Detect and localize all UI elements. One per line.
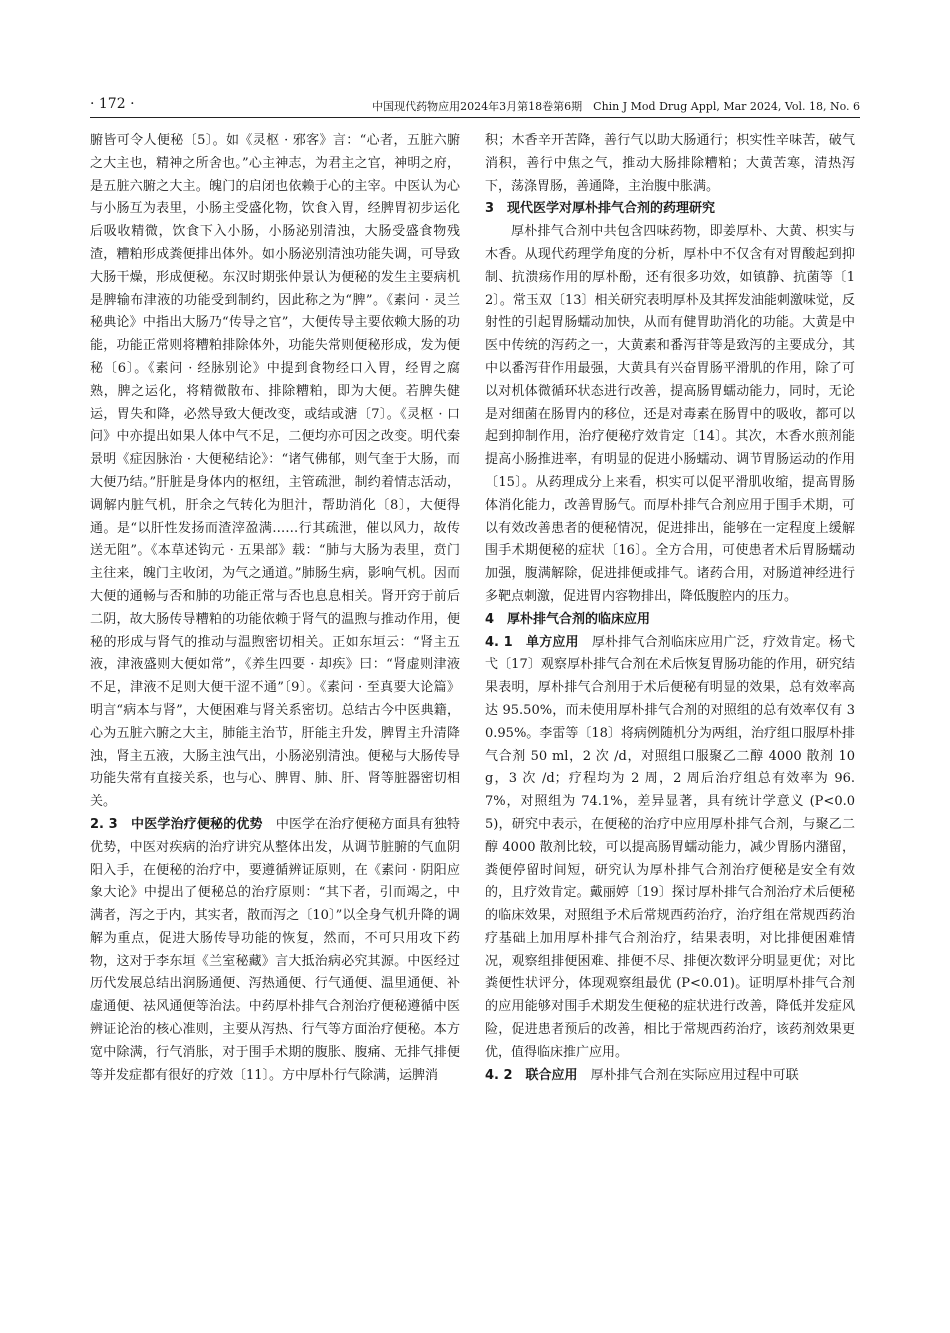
section-4-1 xyxy=(485,632,855,1065)
right-column xyxy=(485,130,855,1087)
section-4-1-text: 厚朴排气合剂临床应用广泛，疗效肯定。杨弋弋〔17〕观察厚朴排气合剂在术后恢复胃肠功能的作用，研究结果表明，厚朴排气合剂用于术后便秘有明显的效果，总有效率高达 95.50%，而未使用厚朴排气合剂的对照组的总有效率仅有 30.95%。李雷等〔18〕将病例随机分为两组，治疗组口服厚朴排气合剂 50 ml，2 次 /d，对照组口服聚乙二醇 4000 散剂 10 g，3 次 /d；疗程均为 2 周，2 周后治疗组总有效率为 96.7%，对照组为 74.1%，差异显著，具有统计学意义 (P<0.05)，研究中表示，在便秘的治疗中应用厚朴排气合剂，与聚乙二醇 4000 散剂比较，可以提高肠胃蠕动能力，减少胃肠内潴留，粪便停留时间短，研究认为厚朴排气合剂治疗便秘是安全有效的，且疗效肯定。戴丽婷〔19〕探讨厚朴排气合剂治疗术后便秘的临床效果，对照组予术后常规西药治疗，治疗组在常规西药治疗基础上加用厚朴排气合剂治疗，结果表明，对比排便困难情况，观察组排便困难、排便不尽、排便次数评分明显更优；对比粪便性状评分，体现观察组最优 (P<0.01)。证明厚朴排气合剂的应用能够对围手术期发生便秘的症状进行改善，降低并发症风险，促进患者预后的改善，相比于常规西药治疗，该药剂效果更优，值得临床推广应用。 xyxy=(485,634,855,1060)
section-4-2-text: 厚朴排气合剂在实际应用过程中可联 xyxy=(577,1067,799,1083)
section-3-heading: 3 现代医学对厚朴排气合剂的药理研究 xyxy=(485,201,716,217)
section-2-3 xyxy=(90,814,460,1088)
section-4-1-label: 4. 1 单方应用 xyxy=(485,634,579,650)
left-column xyxy=(90,130,460,1087)
paragraph-organ-theory: 腑皆可令人便秘〔5〕。如《灵枢 · 邪客》言：“心者，五脏六腑之大主也，精神之所舍也。”心主神志，为君主之官，神明之府，是五脏六腑之大主。魄门的启闭也依赖于心的主宰。中医认为心与小肠互为表里，小肠主受盛化物，饮食入胃，经脾胃初步运化后吸收精微，饮食下入小肠，小肠泌别清浊，大肠受盛食物残渣，糟粕形成粪便排出体外。如小肠泌别清浊功能失调，可导致大肠干燥，形成便秘。东汉时期张仲景认为便秘的发生主要病机是脾输布津液的功能受到制约，因此称之为“脾”。《素问 · 灵兰秘典论》中指出大肠乃“传导之官”，大便传导主要依赖大肠的功能，功能正常则将糟粕排除体外，功能失常则便秘形成，发为便秘〔6〕。《素问 · 经脉别论》中提到食物经口入胃，经胃之腐熟，脾之运化，将精微散布、排除糟粕，即为大便。若脾失健运，胃失和降，必然导致大便改变，或结或溏〔7〕。《灵枢 · 口问》中亦提出如果人体中气不足，二便均亦可因之改变。明代秦景明《症因脉治 · 大便秘结论》：“诸气佛郁，则气奎于大肠，而大便乃结。”肝脏是身体内的枢纽，主管疏泄，制约着情志活动，调解内脏气机，肝余之气转化为胆汁，帮助消化〔8〕，大便得通。是“以肝性发扬而渣滓盈满……行其疏泄，催以风力，故传送无阻”。《本草述钩元 · 五果部》载：“肺与大肠为表里，贲门主往来，魄门主收闭，为气之通道。”肺肠生病，影响气机。因而大便的通畅与否和肺的功能正常与否也息息相关。肾开窍于前后二阴，故大肠传导糟粕的功能依赖于肾气的温煦与推动作用，便秘的形成与肾气的推动与温煦密切相关。正如东垣云：“肾主五液，津液盛则大便如常”，《养生四要 · 却疾》曰：“肾虚则津液不足，津液不足则大便干涩不通”〔9〕。《素问 · 至真要大论篇》明言“病本与肾”，大便困难与肾关系密切。总结古今中医典籍，心为五脏六腑之大主，肺能主治节，肝能主升发，脾胃主升清降浊，肾主五液，大肠主浊气出，小肠泌别清浊。便秘与大肠传导功能失常有直接关系，也与心、脾胃、肺、肝、肾等脏器密切相关。 xyxy=(90,133,460,810)
paragraph-continued: 积；木香辛开苦降，善行气以助大肠通行；枳实性辛味苦，破气消积，善行中焦之气，推动大肠排除糟粕；大黄苦寒，清热泻下，荡涤胃肠，善通降，主治腹中胀满。 xyxy=(485,133,855,194)
section-4-2-label: 4. 2 联合应用 xyxy=(485,1067,578,1083)
header-rule xyxy=(90,117,860,118)
journal-citation: 中国现代药物应用2024年3月第18卷第6期 Chin J Mod Drug Appl, Mar 2024, Vol. 18, No. 6 xyxy=(372,100,860,113)
section-4-heading: 4 厚朴排气合剂的临床应用 xyxy=(485,611,651,627)
section-2-3-text: 中医学在治疗便秘方面具有独特优势，中医对疾病的治疗讲究从整体出发，从调节脏腑的气血阴阳入手，在便秘的治疗中，要遵循辨证原则，在《素问 · 阴阳应象大论》中提出了便秘总的治疗原则：“其下者，引而竭之，中满者，泻之于内，其实者，散而泻之〔10〕”以全身气机升降的调解为重点，促进大肠传导功能的恢复，然而，不可只用攻下药物，这对于李东垣《兰室秘藏》言大抵治病必究其源。中医经过历代发展总结出润肠通便、泻热通便、行气通便、温里通便、补虚通便、祛风通便等治法。中药厚朴排气合剂治疗便秘遵循中医辨证论治的核心准则，主要从泻热、行气等方面治疗便秘。本方宽中除满，行气消胀，对于围手术期的腹胀、腹痛、无排气排便等并发症都有很好的疗效〔11〕。方中厚朴行气除满，运脾消 xyxy=(90,816,460,1083)
section-4-2 xyxy=(485,1065,855,1088)
running-header xyxy=(90,96,860,118)
page-number: · 172 · xyxy=(90,96,135,112)
paragraph-pharmacology: 厚朴排气合剂中共包含四味药物，即姜厚朴、大黄、枳实与木香。从现代药理学角度的分析，厚朴中不仅含有对胃酸起到抑制、抗溃疡作用的厚朴酚，还有很多功效，如镇静、抗菌等〔12〕。常玉双〔13〕相关研究表明厚朴及其挥发油能刺激味觉，反射性的引起胃肠蠕动加快，从而有健胃助消化的功能。大黄是中医中传统的泻药之一，大黄素和番泻苷等是致泻的主要成分，其中以番泻苷作用最强，大黄具有兴奋胃肠平滑肌的作用，除了可以对机体微循环状态进行改善，提高肠胃蠕动能力，同时，无论是对细菌在肠胃内的移位，还是对毒素在肠胃中的吸收，都可以起到抑制作用，治疗便秘疗效肯定〔14〕。其次，木香水煎剂能提高小肠推进率，有明显的促进小肠蠕动、调节胃肠运动的作用〔15〕。从药理成分上来看，枳实可以促平滑肌收缩，提高胃肠体消化能力，改善胃肠气。而厚朴排气合剂应用于围手术期，可以有效改善患者的便秘情况，促进排出，能够在一定程度上缓解围手术期便秘的症状〔16〕。全方合用，可使患者术后胃肠蠕动加强，腹满解除，促进排便或排气。诸药合用，对肠道神经进行多靶点刺激，促进胃内容物排出，降低腹腔内的压力。 xyxy=(485,224,855,604)
section-2-3-label: 2. 3 中医学治疗便秘的优势 xyxy=(90,816,263,832)
